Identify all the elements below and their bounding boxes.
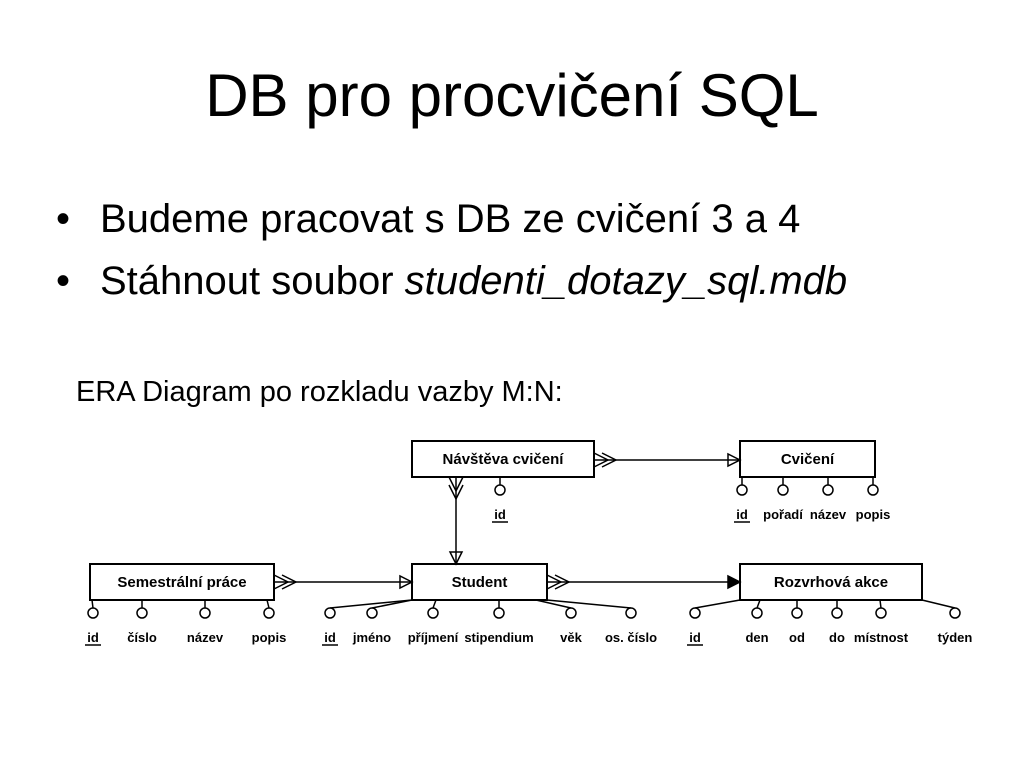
bullet-text: Budeme pracovat s DB ze cvičení 3 a 4 — [100, 197, 801, 241]
attribute-jmeno — [352, 600, 412, 645]
attribute-label: id — [494, 507, 506, 522]
bullet-dot: • — [56, 197, 71, 241]
diagram-caption: ERA Diagram po rozkladu vazby M:N: — [76, 376, 563, 408]
one-marker — [728, 576, 740, 588]
attribute-stipendium — [464, 600, 533, 645]
attribute-marker — [200, 608, 210, 618]
attribute-id — [687, 600, 740, 645]
entity-label: Semestrální práce — [117, 574, 247, 591]
attribute-label: věk — [560, 630, 582, 645]
attribute-tyden — [922, 600, 972, 645]
attribute-label: popis — [251, 630, 287, 645]
attribute-connector — [757, 600, 760, 608]
attribute-marker — [823, 485, 833, 495]
attribute-connector — [922, 600, 955, 608]
attribute-connector — [880, 600, 881, 608]
attribute-vek — [536, 600, 583, 645]
attribute-mistnost — [854, 600, 909, 645]
entity-navsteva-cviceni — [412, 441, 594, 522]
attribute-marker — [950, 608, 960, 618]
entity-student — [322, 564, 657, 645]
bullet-dot: • — [56, 259, 71, 303]
attribute-marker — [876, 608, 886, 618]
entity-semestralni-prace — [85, 564, 286, 645]
attribute-marker — [137, 608, 147, 618]
attribute-poradi — [763, 477, 803, 522]
attribute-label: id — [736, 507, 748, 522]
attribute-connector — [695, 600, 740, 608]
attribute-marker — [367, 608, 377, 618]
attribute-marker — [325, 608, 335, 618]
bullet-filename: studenti_dotazy_sql.mdb — [404, 259, 848, 303]
attribute-label: id — [324, 630, 336, 645]
entity-label: Návštěva cvičení — [442, 451, 564, 468]
attribute-od — [789, 600, 805, 645]
bullet-text: Stáhnout soubor — [100, 259, 405, 303]
entity-label: Student — [451, 574, 508, 591]
attribute-label: id — [87, 630, 99, 645]
slide-title: DB pro procvičení SQL — [205, 62, 819, 129]
relationship-student-rozvrhova — [547, 575, 740, 589]
attribute-cislo — [127, 600, 157, 645]
attribute-id — [734, 477, 750, 522]
attribute-connector — [433, 600, 436, 608]
attribute-marker — [88, 608, 98, 618]
attribute-id — [492, 477, 508, 522]
attribute-id — [85, 600, 101, 645]
attribute-label: os. číslo — [604, 630, 658, 645]
attribute-marker — [752, 608, 762, 618]
entity-label: Rozvrhová akce — [773, 574, 889, 591]
attribute-marker — [428, 608, 438, 618]
attribute-do — [829, 600, 845, 645]
attribute-marker — [868, 485, 878, 495]
attribute-label: název — [809, 507, 847, 522]
attribute-marker — [495, 485, 505, 495]
attribute-popis — [252, 600, 287, 645]
attribute-marker — [778, 485, 788, 495]
attribute-label: místnost — [853, 630, 909, 645]
attribute-prijmeni — [408, 600, 459, 645]
attribute-marker — [690, 608, 700, 618]
attribute-label: jméno — [352, 630, 392, 645]
relationship-semestralni-student — [274, 575, 412, 589]
attribute-marker — [494, 608, 504, 618]
attribute-label: číslo — [127, 630, 157, 645]
relationship-navsteva-student — [449, 477, 463, 564]
attribute-label: stipendium — [464, 630, 534, 645]
attribute-label: týden — [937, 630, 973, 645]
attribute-label: popis — [855, 507, 891, 522]
attribute-label: id — [689, 630, 701, 645]
entity-cviceni — [734, 441, 890, 522]
relationship-navsteva-cviceni — [594, 453, 740, 467]
attribute-marker — [792, 608, 802, 618]
attribute-nazev — [187, 600, 224, 645]
attribute-marker — [264, 608, 274, 618]
attribute-connector — [330, 600, 412, 608]
attribute-nazev — [810, 477, 847, 522]
attribute-marker — [566, 608, 576, 618]
attribute-connector — [267, 600, 269, 608]
attribute-marker — [737, 485, 747, 495]
attribute-connector — [92, 600, 93, 608]
attribute-label: do — [829, 630, 845, 645]
attribute-label: příjmení — [407, 630, 459, 645]
attribute-label: pořadí — [763, 507, 803, 522]
attribute-marker — [626, 608, 636, 618]
attribute-label: od — [789, 630, 805, 645]
attribute-marker — [832, 608, 842, 618]
attribute-connector — [547, 600, 631, 608]
entity-label: Cvičení — [780, 451, 835, 468]
attribute-label: název — [186, 630, 224, 645]
attribute-popis — [856, 477, 891, 522]
attribute-den — [745, 600, 768, 645]
attribute-label: den — [745, 630, 769, 645]
